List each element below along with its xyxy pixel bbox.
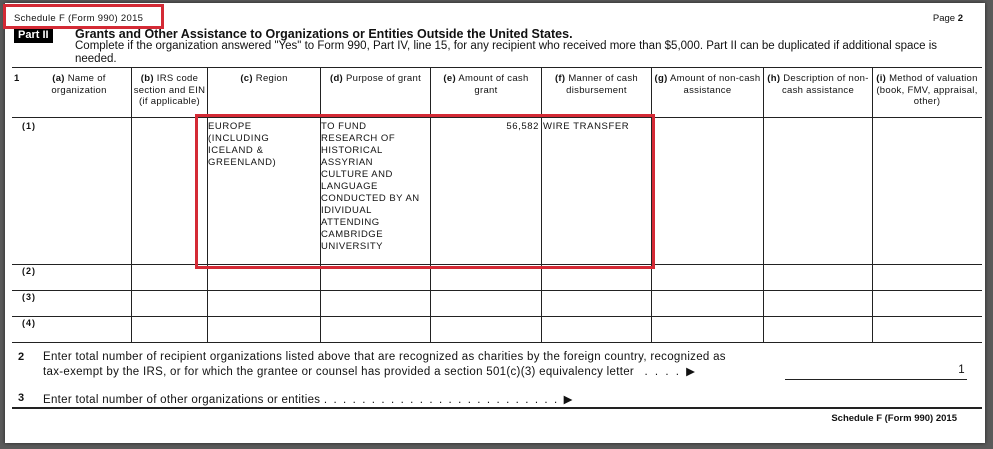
col-header-f: (f) Manner of cash disbursement <box>554 73 639 96</box>
row-3-bottom-rule <box>12 316 982 317</box>
row-1-manner: WIRE TRANSFER <box>543 121 630 132</box>
line-3-leader-dots: . . . . . . . . . . . . . . . . . . . . . . . . . ▶ <box>323 394 575 406</box>
page-number-header <box>933 13 963 24</box>
row-2-bottom-rule <box>12 290 982 291</box>
col-divider-h <box>763 67 764 342</box>
col-header-b: (b) IRS code section and EIN (if applicable) <box>133 73 206 107</box>
row-4-bottom-rule <box>12 342 982 343</box>
part-title: Grants and Other Assistance to Organizations or Entities Outside the United States. <box>75 27 573 41</box>
row-2-number: (2) <box>22 266 36 276</box>
page-label: Page <box>932 13 956 24</box>
line-2-number: 2 <box>18 351 25 363</box>
header-bottom-rule <box>12 117 982 118</box>
row-3-number: (3) <box>22 292 36 302</box>
part-badge: Part II <box>14 28 53 43</box>
col-header-e: (e) Amount of cash grant <box>443 73 529 96</box>
form-page <box>5 3 985 443</box>
col-divider-b <box>131 67 132 342</box>
form-footer: Schedule F (Form 990) 2015 <box>831 413 957 424</box>
row-1-amount: 56,582 <box>506 121 539 132</box>
col-header-h: (h) Description of non-cash assistance <box>767 73 869 96</box>
col-header-d: (d) Purpose of grant <box>329 73 422 84</box>
col-divider-g <box>651 67 652 342</box>
col-header-g: (g) Amount of non-cash assistance <box>654 73 761 96</box>
line-2-text-2: tax-exempt by the IRS, or for which the grantee or counsel has provided a section 501(c)(3) equivalency letter . . . . ▶ <box>43 366 697 378</box>
line-2-answer-rule <box>785 379 967 380</box>
col-header-i: (i) Method of valuation (book, FMV, appraisal, other) <box>876 73 978 107</box>
row-1-number: (1) <box>22 121 36 131</box>
line-2-leader-dots: . . . . ▶ <box>644 366 697 378</box>
line-3-text: Enter total number of other organizations or entities . . . . . . . . . . . . . . . . . . . . . . . . . ▶ <box>43 394 575 406</box>
row-1-region: EUROPE (INCLUDING ICELAND & GREENLAND) <box>208 121 277 168</box>
col-divider-i <box>872 67 873 342</box>
line-2-value[interactable]: 1 <box>958 364 965 376</box>
footer-rule <box>12 407 982 409</box>
form-name-header: Schedule F (Form 990) 2015 <box>14 13 144 24</box>
col-divider-c <box>207 67 208 342</box>
row-1-bottom-rule <box>12 264 982 265</box>
row-4-number: (4) <box>22 318 36 328</box>
col-header-a: (a) Name of organization <box>51 73 107 96</box>
col-divider-f <box>541 67 542 342</box>
line-3-number: 3 <box>18 392 25 404</box>
col-header-c: (c) Region <box>240 73 288 84</box>
table-top-rule <box>12 67 982 68</box>
line-2-text-1: Enter total number of recipient organizations listed above that are recognized as charities by the foreign country, recognized as <box>43 351 726 363</box>
line-1-number: 1 <box>14 73 20 84</box>
row-1-purpose: TO FUND RESEARCH OF HISTORICAL ASSYRIAN CULTURE AND LANGUAGE CONDUCTED BY AN IDIVIDUAL ATTENDING CAMBRIDGE UNIVERSITY <box>321 121 420 252</box>
part-description: Complete if the organization answered "Yes" to Form 990, Part IV, line 15, for any recipient who received more than $5,000. Part II can be duplicated if additional space is needed. <box>75 40 938 65</box>
page-number: 2 <box>957 13 963 24</box>
